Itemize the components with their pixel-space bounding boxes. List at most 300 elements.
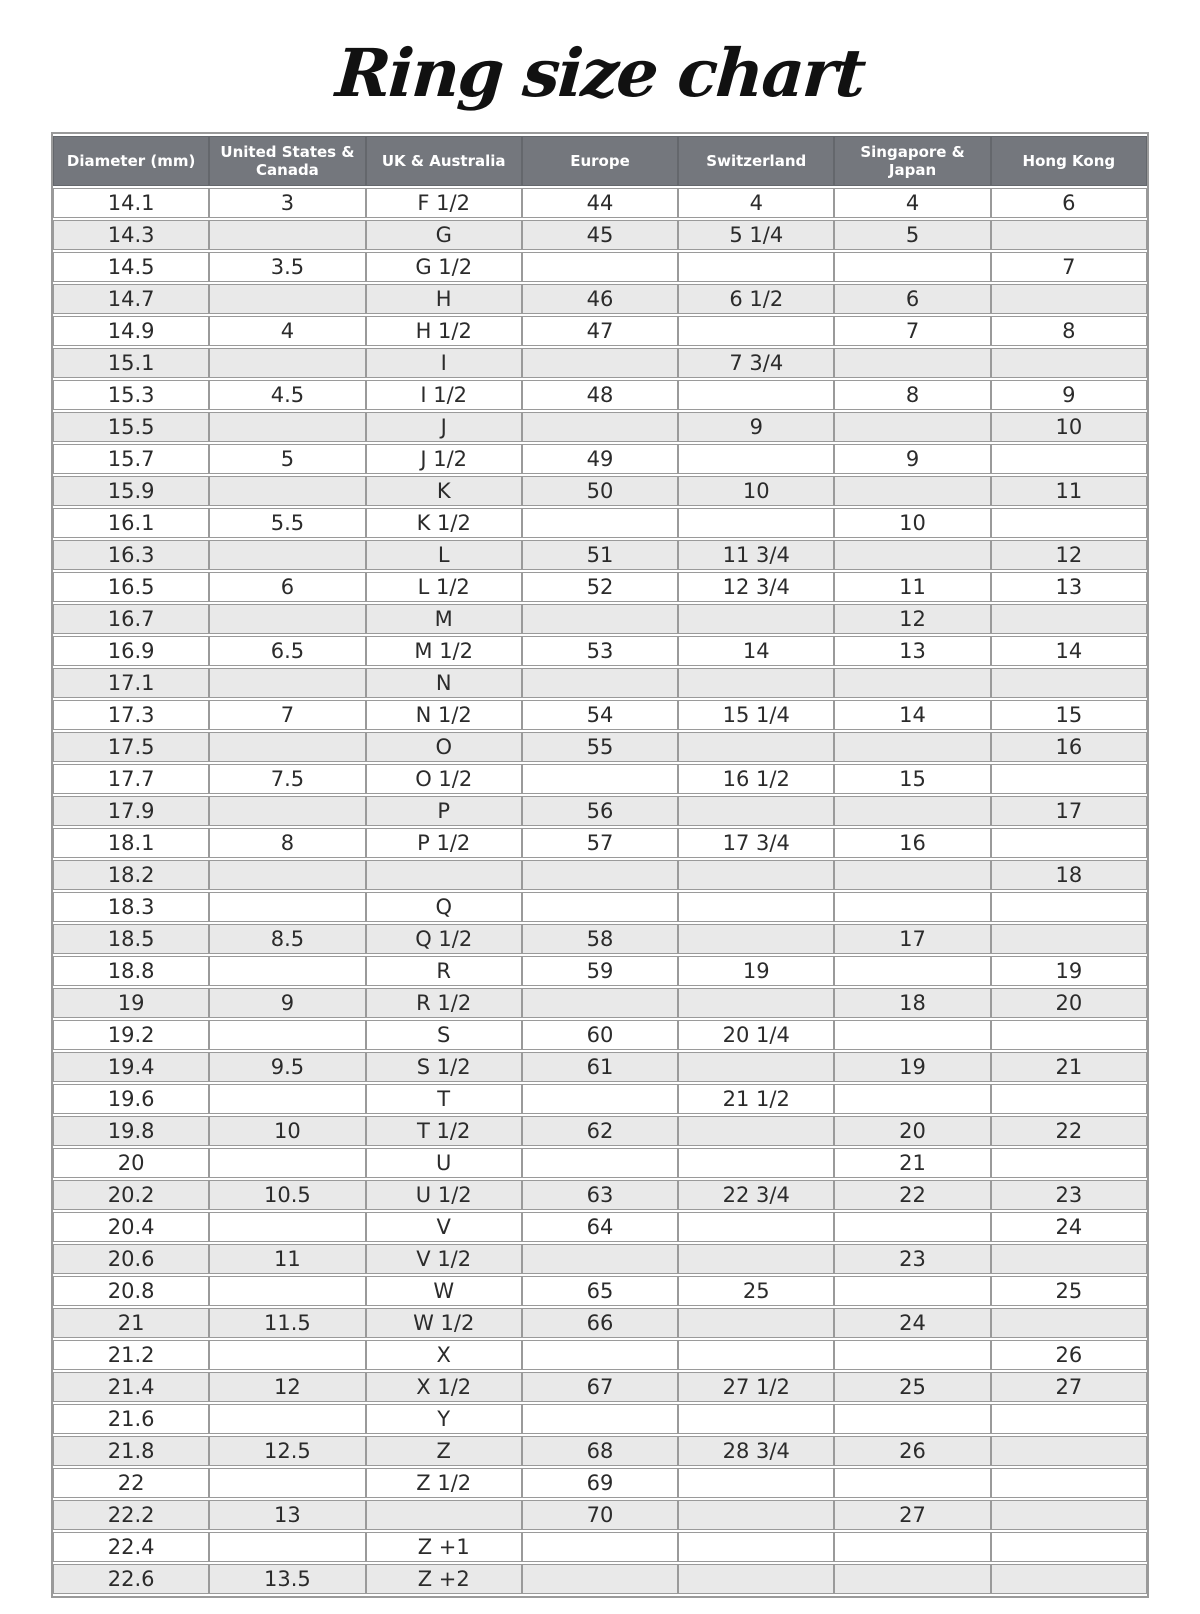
table-cell	[678, 892, 834, 922]
table-cell: 20.4	[53, 1212, 209, 1242]
table-cell: 19.2	[53, 1020, 209, 1050]
table-cell	[209, 1276, 365, 1306]
table-cell: 25	[991, 1276, 1147, 1306]
table-cell: 45	[522, 220, 678, 250]
table-cell: 6	[834, 284, 990, 314]
table-cell: 27 1/2	[678, 1372, 834, 1402]
table-cell: 21	[53, 1308, 209, 1338]
table-cell	[209, 412, 365, 442]
table-cell	[678, 604, 834, 634]
table-cell	[834, 348, 990, 378]
table-cell: 21	[991, 1052, 1147, 1082]
table-cell: 7.5	[209, 764, 365, 794]
table-cell: 4	[209, 316, 365, 346]
table-cell: 21.6	[53, 1404, 209, 1434]
ring-size-table	[51, 132, 1149, 1598]
table-cell: M	[366, 604, 522, 634]
table-cell: 21	[834, 1148, 990, 1178]
table-cell: 16	[834, 828, 990, 858]
table-cell: 16 1/2	[678, 764, 834, 794]
table-cell: 20	[991, 988, 1147, 1018]
table-cell: H 1/2	[366, 316, 522, 346]
table-cell: 49	[522, 444, 678, 474]
table-cell	[522, 1244, 678, 1274]
table-cell: V	[366, 1212, 522, 1242]
table-cell	[991, 508, 1147, 538]
table-cell: 18.8	[53, 956, 209, 986]
table-cell: 14.5	[53, 252, 209, 282]
table-row	[53, 476, 1147, 506]
table-cell: 6 1/2	[678, 284, 834, 314]
table-cell: H	[366, 284, 522, 314]
table-cell: 65	[522, 1276, 678, 1306]
table-cell	[834, 1084, 990, 1114]
table-cell: 14.7	[53, 284, 209, 314]
table-cell	[522, 508, 678, 538]
table-cell: 18	[991, 860, 1147, 890]
table-cell: 14	[991, 636, 1147, 666]
table-cell: 7	[834, 316, 990, 346]
table-cell: 17.1	[53, 668, 209, 698]
table-cell: 12	[834, 604, 990, 634]
table-cell	[678, 924, 834, 954]
table-cell	[678, 1500, 834, 1530]
table-cell	[834, 1404, 990, 1434]
table-cell: 63	[522, 1180, 678, 1210]
table-cell: 20	[53, 1148, 209, 1178]
table-row	[53, 1404, 1147, 1434]
table-row	[53, 284, 1147, 314]
table-cell	[991, 1500, 1147, 1530]
table-cell: O 1/2	[366, 764, 522, 794]
table-row	[53, 444, 1147, 474]
table-cell: W	[366, 1276, 522, 1306]
table-cell	[366, 860, 522, 890]
table-cell: 19	[991, 956, 1147, 986]
table-cell: 17.3	[53, 700, 209, 730]
table-cell: 6.5	[209, 636, 365, 666]
table-cell	[991, 1308, 1147, 1338]
table-cell: 22	[834, 1180, 990, 1210]
table-cell: 3.5	[209, 252, 365, 282]
table-row	[53, 1276, 1147, 1306]
table-cell: Z +2	[366, 1564, 522, 1594]
table-cell	[522, 348, 678, 378]
table-cell: 19	[678, 956, 834, 986]
table-cell: 4	[678, 188, 834, 218]
table-cell	[522, 1404, 678, 1434]
table-cell	[209, 284, 365, 314]
table-cell	[678, 988, 834, 1018]
column-header: UK & Australia	[366, 136, 522, 186]
table-cell	[834, 892, 990, 922]
table-row	[53, 1052, 1147, 1082]
table-cell	[522, 988, 678, 1018]
table-cell: I	[366, 348, 522, 378]
table-cell	[678, 1116, 834, 1146]
table-cell	[991, 892, 1147, 922]
table-cell	[991, 764, 1147, 794]
table-cell: 12.5	[209, 1436, 365, 1466]
table-cell: 18	[834, 988, 990, 1018]
table-cell: 8	[834, 380, 990, 410]
table-cell: 16	[991, 732, 1147, 762]
table-cell: M 1/2	[366, 636, 522, 666]
table-cell: 23	[834, 1244, 990, 1274]
table-cell: 11	[834, 572, 990, 602]
table-row	[53, 1468, 1147, 1498]
table-cell: 62	[522, 1116, 678, 1146]
table-cell	[834, 1532, 990, 1562]
table-cell: 9	[678, 412, 834, 442]
table-row	[53, 1084, 1147, 1114]
table-cell: R	[366, 956, 522, 986]
table-cell: 17	[834, 924, 990, 954]
table-cell: 15.5	[53, 412, 209, 442]
table-cell	[678, 1340, 834, 1370]
table-cell: 7	[209, 700, 365, 730]
table-cell: Z +1	[366, 1532, 522, 1562]
table-cell	[678, 1532, 834, 1562]
table-cell: 64	[522, 1212, 678, 1242]
table-cell: 46	[522, 284, 678, 314]
table-cell: 9	[991, 380, 1147, 410]
table-row	[53, 412, 1147, 442]
table-cell: 17 3/4	[678, 828, 834, 858]
table-cell: 5	[834, 220, 990, 250]
table-cell: 11 3/4	[678, 540, 834, 570]
table-cell: 54	[522, 700, 678, 730]
table-cell	[522, 1148, 678, 1178]
table-cell	[834, 860, 990, 890]
table-cell: 18.3	[53, 892, 209, 922]
table-cell: 19.6	[53, 1084, 209, 1114]
table-cell: 19	[53, 988, 209, 1018]
column-header: United States & Canada	[209, 136, 365, 186]
table-cell: S	[366, 1020, 522, 1050]
table-cell: 15	[834, 764, 990, 794]
table-cell: U	[366, 1148, 522, 1178]
table-cell: 14.9	[53, 316, 209, 346]
table-row	[53, 1244, 1147, 1274]
table-cell	[522, 892, 678, 922]
table-row	[53, 348, 1147, 378]
table-cell	[678, 732, 834, 762]
table-cell: 22	[991, 1116, 1147, 1146]
table-row	[53, 380, 1147, 410]
column-header: Singapore & Japan	[834, 136, 990, 186]
table-cell: N	[366, 668, 522, 698]
table-cell: P	[366, 796, 522, 826]
table-cell: 22	[53, 1468, 209, 1498]
table-cell	[991, 284, 1147, 314]
table-cell: 4.5	[209, 380, 365, 410]
table-cell: 20	[834, 1116, 990, 1146]
table-cell	[991, 1532, 1147, 1562]
table-cell: 55	[522, 732, 678, 762]
table-row	[53, 828, 1147, 858]
table-cell: 24	[991, 1212, 1147, 1242]
table-cell: 25	[678, 1276, 834, 1306]
table-cell: 5 1/4	[678, 220, 834, 250]
table-cell: 58	[522, 924, 678, 954]
table-cell	[678, 316, 834, 346]
table-row	[53, 1148, 1147, 1178]
table-cell: 19.4	[53, 1052, 209, 1082]
table-cell: 18.2	[53, 860, 209, 890]
table-cell: Z	[366, 1436, 522, 1466]
table-cell: 9	[209, 988, 365, 1018]
table-cell	[209, 796, 365, 826]
table-cell: 21.2	[53, 1340, 209, 1370]
column-header: Diameter (mm)	[53, 136, 209, 186]
table-cell: 5.5	[209, 508, 365, 538]
table-cell: G	[366, 220, 522, 250]
table-cell	[834, 252, 990, 282]
table-cell	[678, 668, 834, 698]
table-cell: 18.5	[53, 924, 209, 954]
table-cell	[834, 1276, 990, 1306]
table-cell: 21.4	[53, 1372, 209, 1402]
table-row	[53, 892, 1147, 922]
table-cell: 68	[522, 1436, 678, 1466]
table-cell: 13	[991, 572, 1147, 602]
table-cell: 3	[209, 188, 365, 218]
table-cell: 8	[209, 828, 365, 858]
table-cell: K	[366, 476, 522, 506]
table-cell	[209, 892, 365, 922]
table-cell: 10	[678, 476, 834, 506]
table-cell: 59	[522, 956, 678, 986]
table-cell: 60	[522, 1020, 678, 1050]
table-row	[53, 764, 1147, 794]
table-cell	[209, 1148, 365, 1178]
table-cell	[522, 1532, 678, 1562]
table-cell: 56	[522, 796, 678, 826]
table-cell	[678, 380, 834, 410]
table-cell: 6	[209, 572, 365, 602]
table-cell	[678, 1212, 834, 1242]
table-cell	[991, 1020, 1147, 1050]
table-cell: 24	[834, 1308, 990, 1338]
table-cell: 23	[991, 1180, 1147, 1210]
table-cell: G 1/2	[366, 252, 522, 282]
table-cell	[834, 956, 990, 986]
table-cell: 14.1	[53, 188, 209, 218]
table-cell	[834, 412, 990, 442]
table-cell: 19	[834, 1052, 990, 1082]
table-cell	[991, 220, 1147, 250]
table-cell	[366, 1500, 522, 1530]
table-cell	[991, 1468, 1147, 1498]
table-cell: 27	[834, 1500, 990, 1530]
column-header: Europe	[522, 136, 678, 186]
table-cell: 22 3/4	[678, 1180, 834, 1210]
table-cell: 16.9	[53, 636, 209, 666]
table-cell	[209, 732, 365, 762]
table-cell: T	[366, 1084, 522, 1114]
table-cell: 14.3	[53, 220, 209, 250]
table-cell: 27	[991, 1372, 1147, 1402]
table-cell: 20.2	[53, 1180, 209, 1210]
table-cell	[991, 1244, 1147, 1274]
table-cell	[678, 860, 834, 890]
table-cell	[209, 1084, 365, 1114]
table-cell	[678, 1404, 834, 1434]
table-cell: 16.5	[53, 572, 209, 602]
table-cell	[991, 1404, 1147, 1434]
table-cell	[522, 412, 678, 442]
table-cell	[678, 444, 834, 474]
table-cell	[678, 252, 834, 282]
table-row	[53, 604, 1147, 634]
table-cell: W 1/2	[366, 1308, 522, 1338]
table-cell: K 1/2	[366, 508, 522, 538]
table-cell: 50	[522, 476, 678, 506]
table-row	[53, 220, 1147, 250]
table-row	[53, 700, 1147, 730]
table-row	[53, 1020, 1147, 1050]
table-row	[53, 1340, 1147, 1370]
table-cell: 48	[522, 380, 678, 410]
table-cell: 9	[834, 444, 990, 474]
table-cell: 11	[991, 476, 1147, 506]
table-cell: 12	[209, 1372, 365, 1402]
table-cell: 26	[991, 1340, 1147, 1370]
table-cell	[991, 668, 1147, 698]
table-cell	[209, 220, 365, 250]
table-cell: L	[366, 540, 522, 570]
table-cell	[209, 1340, 365, 1370]
table-cell: 17	[991, 796, 1147, 826]
table-cell: Y	[366, 1404, 522, 1434]
table-cell: 70	[522, 1500, 678, 1530]
table-cell	[834, 1020, 990, 1050]
table-cell: 13	[209, 1500, 365, 1530]
table-cell: 44	[522, 188, 678, 218]
table-cell	[678, 796, 834, 826]
table-cell: T 1/2	[366, 1116, 522, 1146]
table-row	[53, 796, 1147, 826]
table-cell	[209, 348, 365, 378]
table-cell: N 1/2	[366, 700, 522, 730]
table-cell: O	[366, 732, 522, 762]
table-cell: 20.6	[53, 1244, 209, 1274]
table-row	[53, 1372, 1147, 1402]
table-row	[53, 316, 1147, 346]
table-cell: Q 1/2	[366, 924, 522, 954]
table-cell	[834, 540, 990, 570]
table-cell: I 1/2	[366, 380, 522, 410]
table-cell	[678, 1052, 834, 1082]
table-row	[53, 1212, 1147, 1242]
table-row	[53, 508, 1147, 538]
table-cell: 21 1/2	[678, 1084, 834, 1114]
table-cell: P 1/2	[366, 828, 522, 858]
table-cell	[209, 540, 365, 570]
table-cell: 69	[522, 1468, 678, 1498]
table-cell	[834, 796, 990, 826]
table-cell	[209, 1532, 365, 1562]
header-row	[53, 136, 1147, 186]
table-cell: 15 1/4	[678, 700, 834, 730]
table-row	[53, 540, 1147, 570]
table-row	[53, 1308, 1147, 1338]
table-body	[53, 188, 1147, 1594]
table-cell	[834, 1212, 990, 1242]
table-cell: 8.5	[209, 924, 365, 954]
table-row	[53, 956, 1147, 986]
table-head	[53, 136, 1147, 186]
table-cell: 53	[522, 636, 678, 666]
table-cell: 17.5	[53, 732, 209, 762]
table-cell	[991, 1084, 1147, 1114]
table-cell	[209, 1020, 365, 1050]
table-cell	[522, 604, 678, 634]
table-row	[53, 1436, 1147, 1466]
table-row	[53, 1564, 1147, 1594]
table-cell: 16.1	[53, 508, 209, 538]
table-cell	[834, 668, 990, 698]
table-cell: 10	[834, 508, 990, 538]
table-cell: J 1/2	[366, 444, 522, 474]
table-row	[53, 988, 1147, 1018]
table-cell: 22.2	[53, 1500, 209, 1530]
table-cell	[209, 604, 365, 634]
table-row	[53, 1532, 1147, 1562]
table-cell: 14	[834, 700, 990, 730]
table-cell: 8	[991, 316, 1147, 346]
table-cell: U 1/2	[366, 1180, 522, 1210]
table-cell: Q	[366, 892, 522, 922]
table-cell	[834, 1340, 990, 1370]
table-cell: 9.5	[209, 1052, 365, 1082]
table-cell: 5	[209, 444, 365, 474]
table-cell: 15.3	[53, 380, 209, 410]
table-cell	[522, 668, 678, 698]
table-cell	[678, 1308, 834, 1338]
table-cell: Z 1/2	[366, 1468, 522, 1498]
table-row	[53, 732, 1147, 762]
table-row	[53, 668, 1147, 698]
table-cell	[991, 604, 1147, 634]
table-cell	[522, 252, 678, 282]
table-cell	[209, 1404, 365, 1434]
table-cell: 66	[522, 1308, 678, 1338]
table-cell: F 1/2	[366, 188, 522, 218]
table-cell: 19.8	[53, 1116, 209, 1146]
table-cell: 13.5	[209, 1564, 365, 1594]
table-row	[53, 1180, 1147, 1210]
table-cell: 4	[834, 188, 990, 218]
table-row	[53, 1116, 1147, 1146]
table-cell: 7 3/4	[678, 348, 834, 378]
table-cell: 12	[991, 540, 1147, 570]
table-cell: 17.7	[53, 764, 209, 794]
table-cell	[834, 476, 990, 506]
table-cell: S 1/2	[366, 1052, 522, 1082]
table-cell: 52	[522, 572, 678, 602]
table-row	[53, 1500, 1147, 1530]
table-cell	[209, 1212, 365, 1242]
table-cell	[522, 1564, 678, 1594]
table-cell: 20.8	[53, 1276, 209, 1306]
table-cell	[678, 508, 834, 538]
table-cell: X	[366, 1340, 522, 1370]
table-cell: 22.4	[53, 1532, 209, 1562]
page-title: Ring size chart	[333, 34, 867, 112]
table-cell	[834, 732, 990, 762]
